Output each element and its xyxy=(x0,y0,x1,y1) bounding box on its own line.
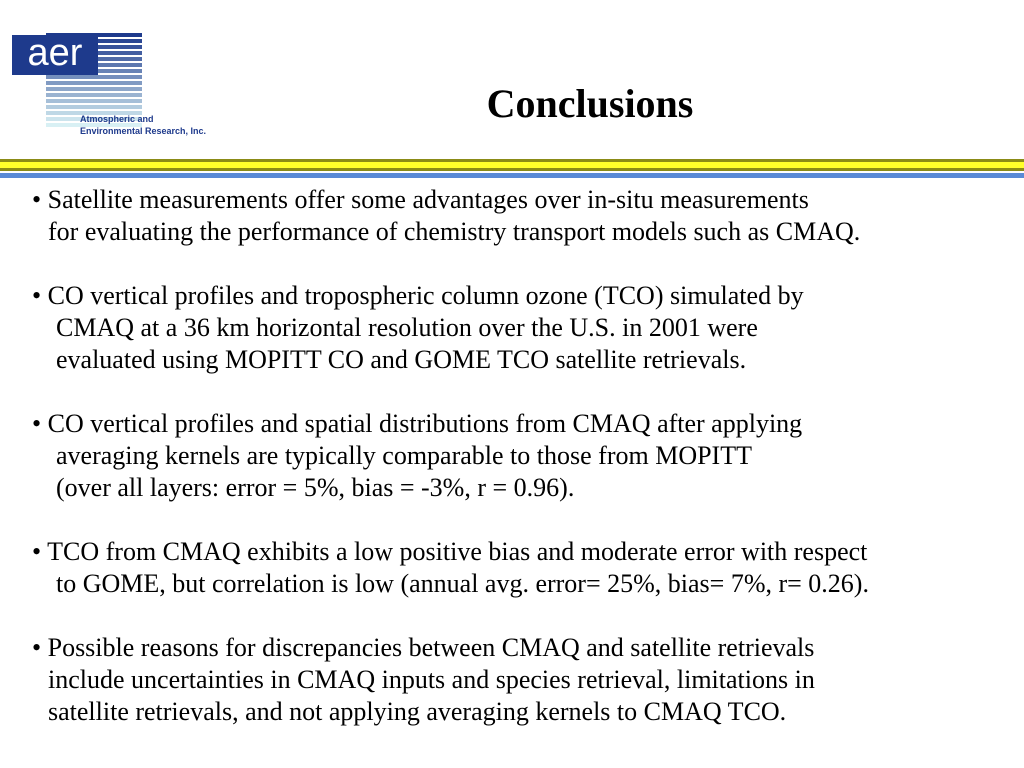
logo-stripe xyxy=(46,75,142,79)
bullet-item xyxy=(32,408,1017,504)
bullet-line: satellite retrievals, and not applying averaging kernels to CMAQ TCO. xyxy=(48,697,787,726)
bullet-line: averaging kernels are typically comparable to those from MOPITT xyxy=(56,441,752,470)
conclusions-list xyxy=(32,184,1017,760)
divider-olive-bottom xyxy=(0,168,1024,171)
bullet-item xyxy=(32,632,1017,728)
bullet-line: • TCO from CMAQ exhibits a low positive bias and moderate error with respect xyxy=(32,537,868,566)
logo-mark: aer xyxy=(12,35,98,75)
bullet-line: evaluated using MOPITT CO and GOME TCO satellite retrievals. xyxy=(56,345,747,374)
logo-name-line-1: Atmospheric and xyxy=(80,114,154,124)
bullet-line: • Possible reasons for discrepancies between CMAQ and satellite retrievals xyxy=(32,633,815,662)
bullet-line: • Satellite measurements offer some advantages over in-situ measurements xyxy=(32,185,809,214)
bullet-item xyxy=(32,280,1017,376)
bullet-line: for evaluating the performance of chemistry transport models such as CMAQ. xyxy=(48,217,861,246)
bullet-line: CMAQ at a 36 km horizontal resolution over the U.S. in 2001 were xyxy=(56,313,758,342)
bullet-item xyxy=(32,184,1017,248)
divider-blue xyxy=(0,173,1024,178)
bullet-line: (over all layers: error = 5%, bias = -3%, r = 0.96). xyxy=(56,473,575,502)
bullet-line: to GOME, but correlation is low (annual avg. error= 25%, bias= 7%, r= 0.26). xyxy=(56,569,869,598)
bullet-item xyxy=(32,536,1017,600)
bullet-line: • CO vertical profiles and spatial distributions from CMAQ after applying xyxy=(32,409,803,438)
logo-name-line-2: Environmental Research, Inc. xyxy=(80,126,207,136)
bullet-line: • CO vertical profiles and tropospheric column ozone (TCO) simulated by xyxy=(32,281,804,310)
bullet-line: include uncertainties in CMAQ inputs and species retrieval, limitations in xyxy=(48,665,815,694)
slide-title: Conclusions xyxy=(486,81,694,126)
